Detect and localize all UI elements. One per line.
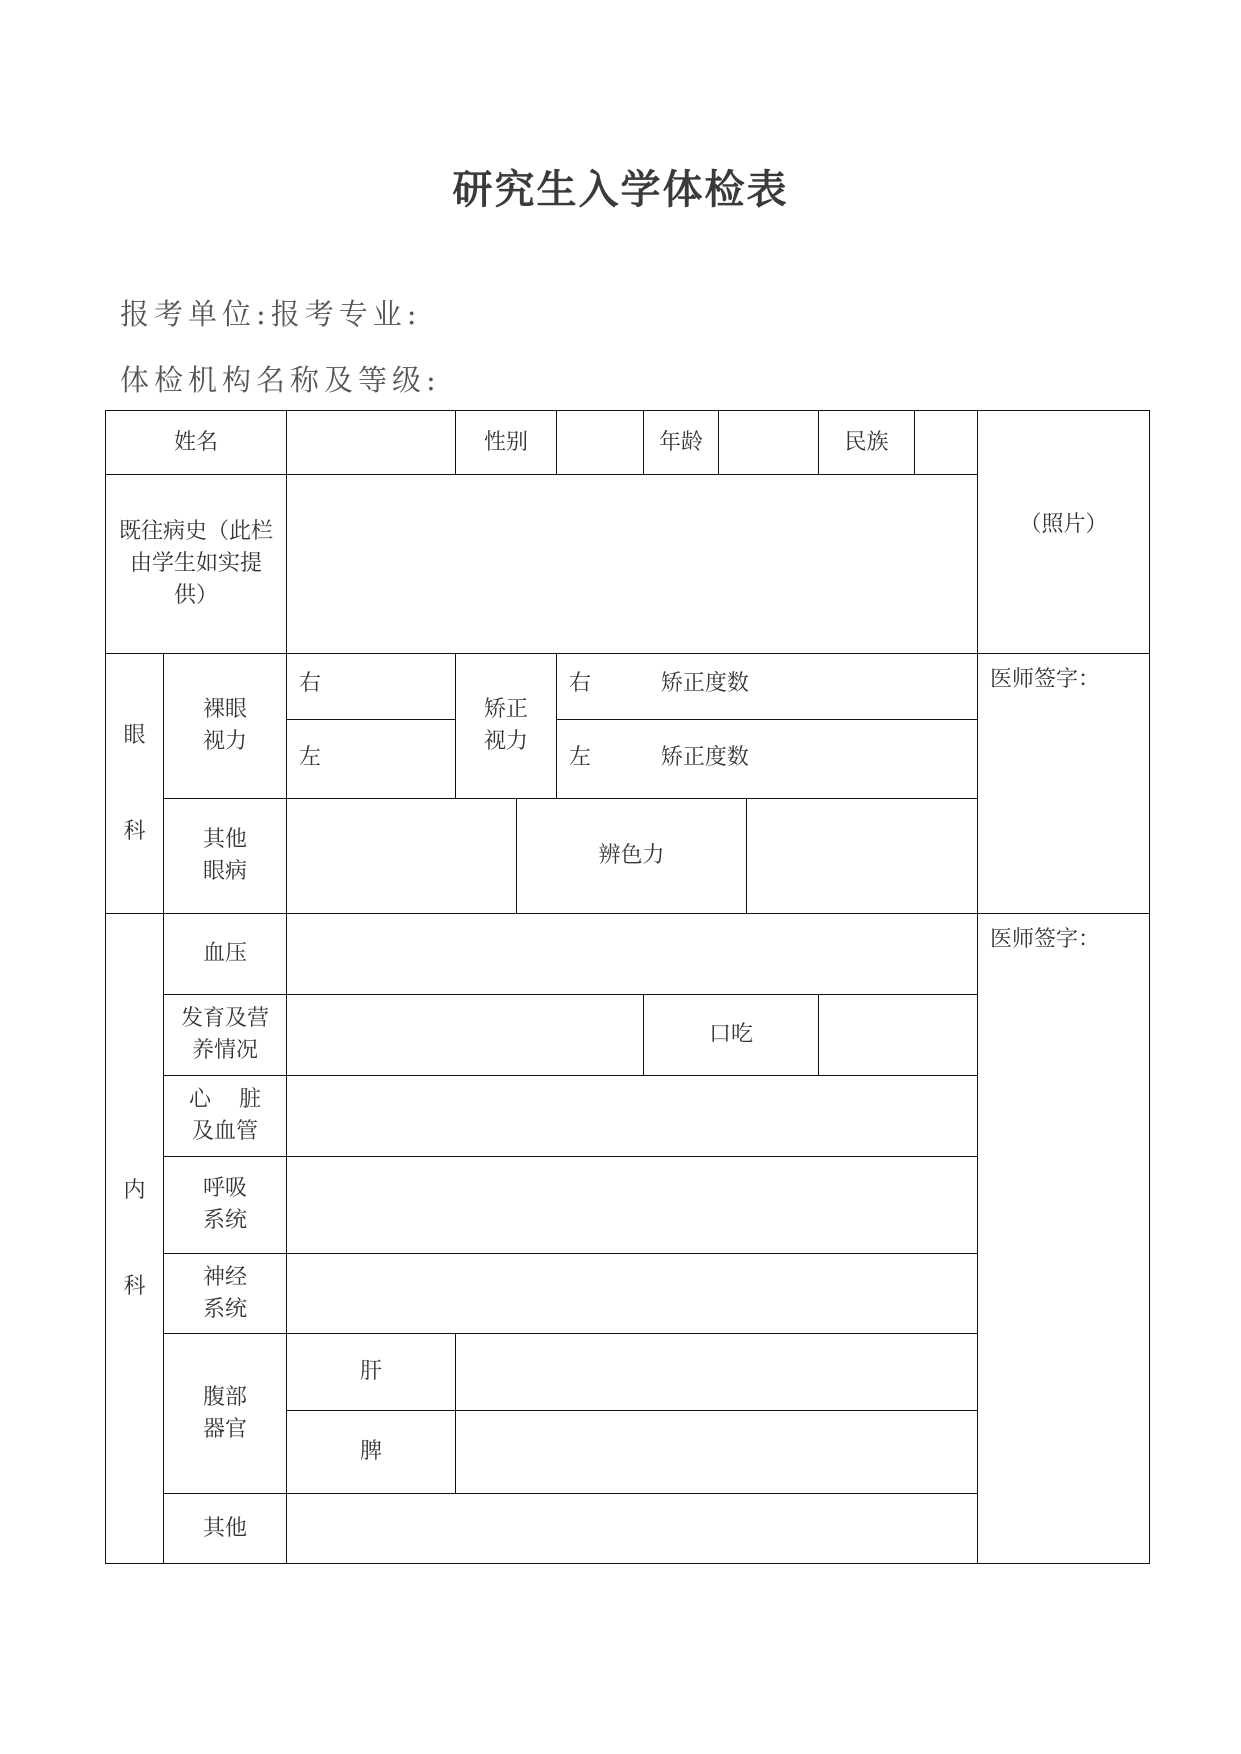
field-age[interactable]	[718, 410, 819, 475]
photo-box: （照片）	[977, 410, 1150, 654]
field-spleen[interactable]	[455, 1410, 978, 1494]
field-nervous[interactable]	[286, 1253, 978, 1334]
label-nervous: 神经 系统	[163, 1253, 287, 1334]
field-development[interactable]	[286, 994, 644, 1076]
label-color-vision: 辨色力	[516, 798, 747, 914]
label-respiratory: 呼吸 系统	[163, 1156, 287, 1254]
field-other-internal[interactable]	[286, 1493, 978, 1564]
field-corrected-left[interactable]: 左 矫正度数	[556, 719, 978, 799]
field-color-vision[interactable]	[746, 798, 978, 914]
label-gender: 性别	[455, 410, 557, 475]
label-internal-section: 内 科	[105, 913, 164, 1564]
label-history: 既往病史（此栏由学生如实提供）	[105, 474, 287, 654]
field-name[interactable]	[286, 410, 456, 475]
label-corrected-vision: 矫正 视力	[455, 653, 557, 799]
field-other-eye[interactable]	[286, 798, 517, 914]
label-name: 姓名	[105, 410, 287, 475]
label-stutter: 口吃	[643, 994, 819, 1076]
internal-doctor-signature[interactable]: 医师签字：	[977, 913, 1150, 1564]
field-gender[interactable]	[556, 410, 644, 475]
field-liver[interactable]	[455, 1333, 978, 1411]
field-naked-right[interactable]: 右	[286, 653, 456, 720]
label-ethnicity: 民族	[818, 410, 915, 475]
label-heart: 心 脏 及血管	[163, 1075, 287, 1157]
field-respiratory[interactable]	[286, 1156, 978, 1254]
label-spleen: 脾	[286, 1410, 456, 1494]
label-abdomen: 腹部 器官	[163, 1333, 287, 1494]
label-other-eye: 其他 眼病	[163, 798, 287, 914]
page-title: 研究生入学体检表	[452, 167, 789, 213]
label-liver: 肝	[286, 1333, 456, 1411]
field-naked-left[interactable]: 左	[286, 719, 456, 799]
field-blood-pressure[interactable]	[286, 913, 978, 995]
header-unit-major: 报考单位:报考专业:	[120, 297, 422, 331]
label-blood-pressure: 血压	[163, 913, 287, 995]
field-history[interactable]	[286, 474, 978, 654]
field-ethnicity[interactable]	[914, 410, 978, 475]
label-eye-section: 眼 科	[105, 653, 164, 914]
label-naked-vision: 裸眼 视力	[163, 653, 287, 799]
label-other-internal: 其他	[163, 1493, 287, 1564]
field-stutter[interactable]	[818, 994, 978, 1076]
eye-doctor-signature[interactable]: 医师签字：	[977, 653, 1150, 914]
label-development: 发育及营 养情况	[163, 994, 287, 1076]
label-age: 年龄	[643, 410, 719, 475]
header-institution: 体检机构名称及等级:	[120, 363, 441, 397]
field-corrected-right[interactable]: 右 矫正度数	[556, 653, 978, 720]
field-heart[interactable]	[286, 1075, 978, 1157]
